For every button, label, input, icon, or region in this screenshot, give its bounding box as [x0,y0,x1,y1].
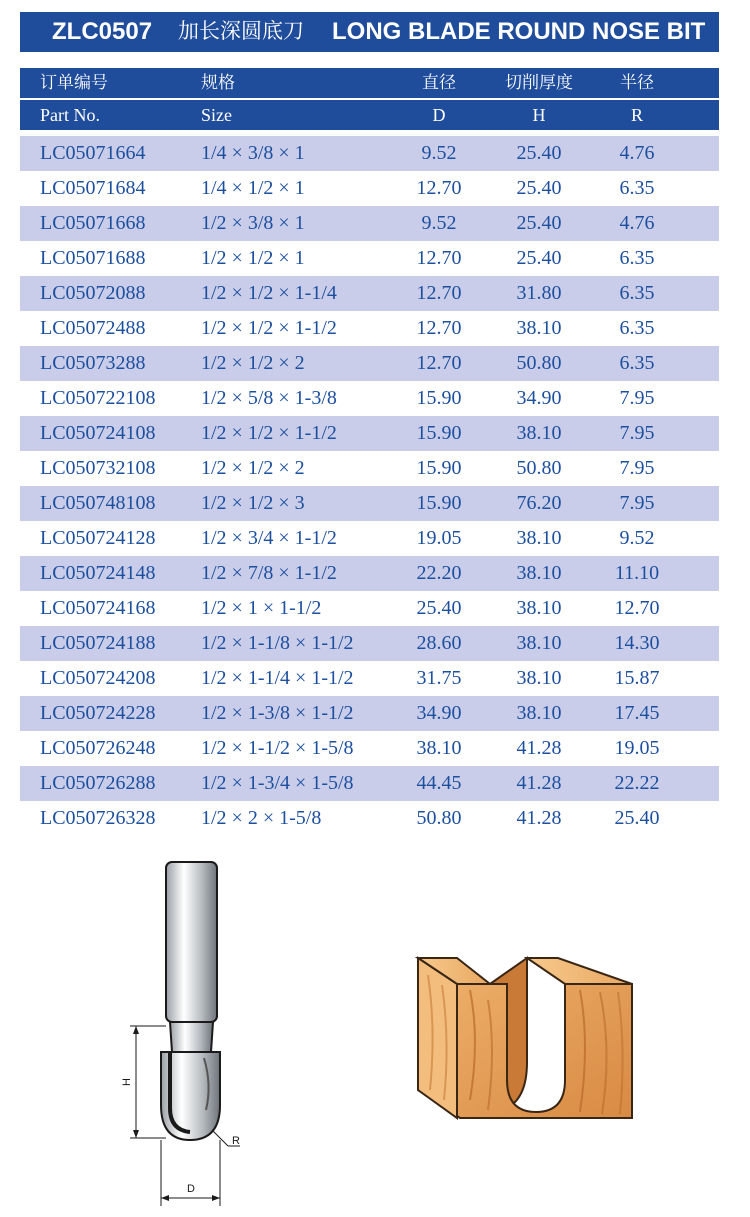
product-name-en: LONG BLADE ROUND NOSE BIT [332,18,706,45]
diameter-d: 12.70 [416,352,462,374]
radius-r: 4.76 [619,212,655,234]
size: 1/2 × 1-1/8 × 1-1/2 [201,632,354,654]
height-h: 31.80 [516,282,562,304]
size: 1/2 × 1-3/4 × 1-5/8 [201,772,354,794]
part-number: LC05072488 [40,317,146,339]
height-h: 25.40 [516,212,562,234]
height-h: 50.80 [516,352,562,374]
size: 1/2 × 7/8 × 1-1/2 [201,562,337,584]
size: 1/2 × 3/8 × 1 [201,212,305,234]
part-number: LC05071664 [40,142,146,164]
diameter-d: 25.40 [416,597,462,619]
size: 1/2 × 1-1/2 × 1-5/8 [201,737,354,759]
height-h: 38.10 [516,527,562,549]
radius-r: 12.70 [614,597,660,619]
diameter-d: 38.10 [416,737,462,759]
diameter-d: 12.70 [416,317,462,339]
header-part-en: Part No. [40,105,100,125]
height-h: 38.10 [516,667,562,689]
dim-d-arrow-right [212,1195,220,1201]
part-number: LC05071688 [40,247,146,269]
radius-r: 6.35 [619,282,655,304]
part-number: LC05072088 [40,282,146,304]
radius-r: 15.87 [614,667,660,689]
radius-r: 9.52 [619,527,655,549]
size: 1/2 × 1/2 × 1-1/2 [201,422,337,444]
radius-r: 4.76 [619,142,655,164]
size: 1/2 × 1/2 × 2 [201,457,305,479]
size: 1/2 × 1-3/8 × 1-1/2 [201,702,354,724]
diameter-d: 15.90 [416,457,462,479]
height-h: 50.80 [516,457,562,479]
diameter-d: 44.45 [416,772,462,794]
wood-cut-illustration [418,958,632,1118]
header-h-cn: 切削厚度 [505,73,573,93]
dim-h-arrow-down [133,1130,139,1138]
height-h: 41.28 [516,737,562,759]
size: 1/4 × 1/2 × 1 [201,177,305,199]
diameter-d: 22.20 [416,562,462,584]
part-number: LC05073288 [40,352,146,374]
height-h: 25.40 [516,142,562,164]
part-number: LC050724108 [40,422,156,444]
height-h: 38.10 [516,562,562,584]
diameter-d: 12.70 [416,247,462,269]
size: 1/2 × 5/8 × 1-3/8 [201,387,337,409]
radius-r: 7.95 [619,422,655,444]
header-h-en: H [532,105,546,125]
wood-top-right [527,958,632,984]
diameter-d: 15.90 [416,422,462,444]
diameter-d: 12.70 [416,282,462,304]
size: 1/2 × 1 × 1-1/2 [201,597,322,619]
part-number: LC050722108 [40,387,156,409]
size: 1/2 × 2 × 1-5/8 [201,807,322,829]
part-number: LC050748108 [40,492,156,514]
bit-shank [166,862,217,1022]
header-size-cn: 规格 [201,73,235,93]
header-d-en: D [432,105,446,125]
radius-r: 19.05 [614,737,660,759]
diameter-d: 31.75 [416,667,462,689]
dim-d-label: D [187,1183,195,1195]
part-number: LC050732108 [40,457,156,479]
height-h: 38.10 [516,632,562,654]
header-d-cn: 直径 [422,73,456,93]
router-bit-illustration [121,862,240,1206]
radius-r: 14.30 [614,632,660,654]
part-number: LC050726248 [40,737,156,759]
height-h: 38.10 [516,702,562,724]
radius-r: 25.40 [614,807,660,829]
dim-d-arrow-left [161,1195,169,1201]
height-h: 41.28 [516,807,562,829]
height-h: 25.40 [516,177,562,199]
part-number: LC05071668 [40,212,146,234]
diameter-d: 28.60 [416,632,462,654]
radius-r: 6.35 [619,352,655,374]
dim-h-arrow-up [133,1026,139,1034]
diameter-d: 12.70 [416,177,462,199]
header-part-cn: 订单编号 [40,73,108,93]
radius-r: 11.10 [614,562,660,584]
diameter-d: 50.80 [416,807,462,829]
radius-r: 22.22 [614,772,660,794]
radius-r: 7.95 [619,492,655,514]
radius-r: 6.35 [619,247,655,269]
radius-r: 6.35 [619,177,655,199]
diameter-d: 9.52 [421,142,457,164]
height-h: 38.10 [516,597,562,619]
diameter-d: 19.05 [416,527,462,549]
header-r-en: R [630,105,643,125]
bit-neck [170,1022,213,1052]
diameter-d: 34.90 [416,702,462,724]
dim-h-label: H [121,1078,133,1086]
part-number: LC050724188 [40,632,156,654]
radius-r: 7.95 [619,387,655,409]
size: 1/4 × 3/8 × 1 [201,142,305,164]
radius-r: 7.95 [619,457,655,479]
diameter-d: 15.90 [416,492,462,514]
part-number: LC050724148 [40,562,156,584]
height-h: 76.20 [516,492,562,514]
height-h: 38.10 [516,317,562,339]
wood-left-face [418,958,457,1118]
size: 1/2 × 1/2 × 1-1/2 [201,317,337,339]
size: 1/2 × 1/2 × 1-1/4 [201,282,337,304]
product-code: ZLC0507 [52,18,153,45]
part-number: LC050724168 [40,597,156,619]
size: 1/2 × 1-1/4 × 1-1/2 [201,667,354,689]
diameter-d: 15.90 [416,387,462,409]
part-number: LC050726328 [40,807,156,829]
radius-r: 17.45 [614,702,660,724]
diameter-d: 9.52 [421,212,457,234]
product-name-cn: 加长深圆底刀 [178,20,304,43]
height-h: 25.40 [516,247,562,269]
height-h: 38.10 [516,422,562,444]
part-number: LC050724228 [40,702,156,724]
part-number: LC050724208 [40,667,156,689]
height-h: 34.90 [516,387,562,409]
part-number: LC050724128 [40,527,156,549]
radius-r: 6.35 [619,317,655,339]
part-number: LC05071684 [40,177,146,199]
header-r-cn: 半径 [620,73,654,93]
height-h: 41.28 [516,772,562,794]
size: 1/2 × 1/2 × 2 [201,352,305,374]
header-size-en: Size [201,105,232,125]
size: 1/2 × 1/2 × 1 [201,247,305,269]
part-number: LC050726288 [40,772,156,794]
size: 1/2 × 1/2 × 3 [201,492,305,514]
size: 1/2 × 3/4 × 1-1/2 [201,527,337,549]
dim-r-label: R [232,1135,240,1147]
